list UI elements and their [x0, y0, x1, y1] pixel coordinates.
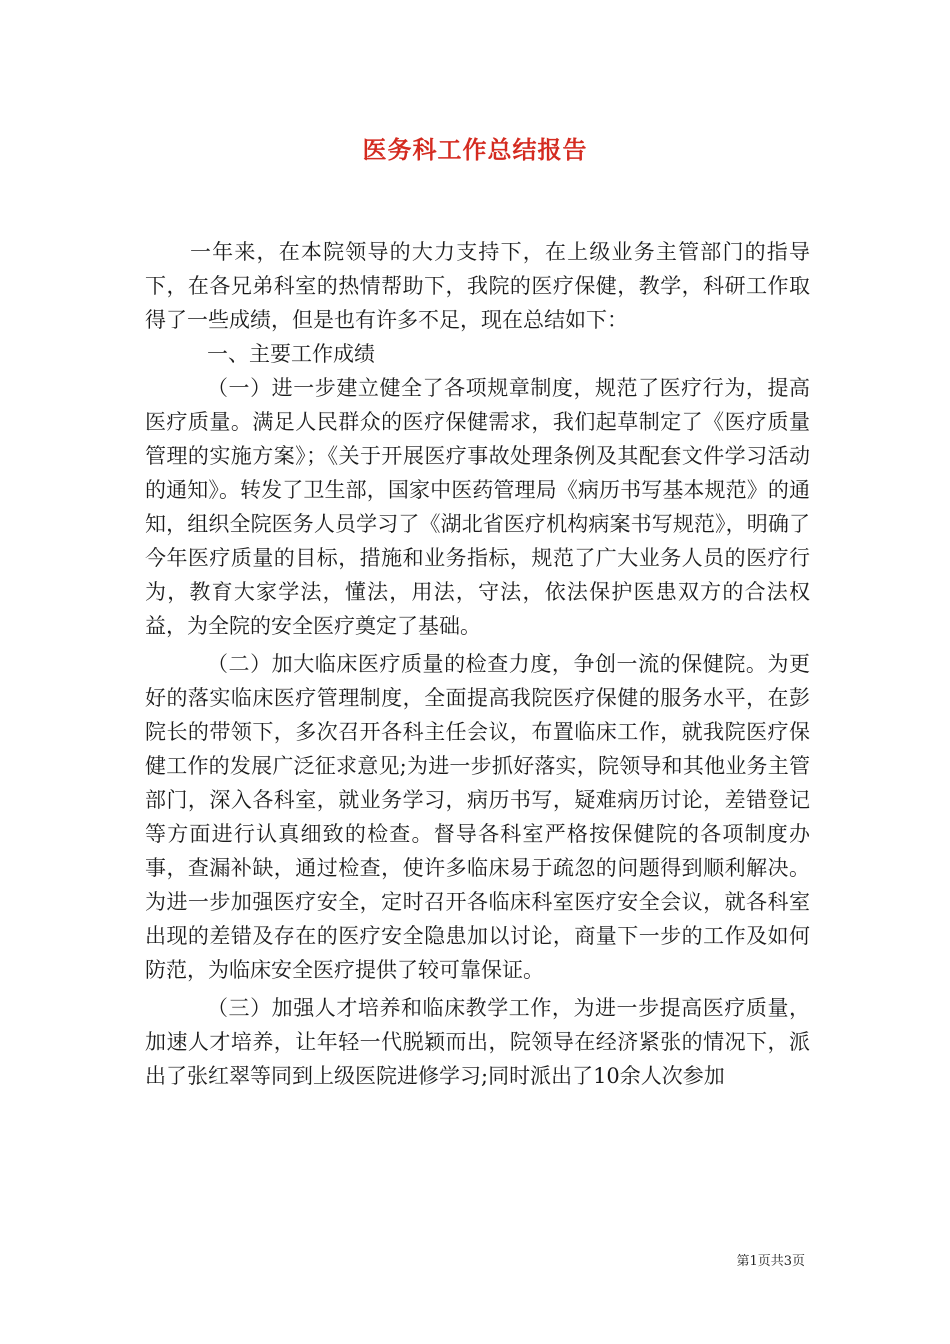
item-paragraph-3: （三）加强人才培养和临床教学工作，为进一步提高医疗质量，加速人才培养，让年轻一代脱颖而出，院领导在经济紧张的情况下，派出了张红翠等同到上级医院进修学习;同时派出了10余人次参加	[145, 996, 810, 1088]
item-paragraph-2: （二）加大临床医疗质量的检查力度，争创一流的保健院。为更好的落实临床医疗管理制度，全面提高我院医疗保健的服务水平，在彭院长的带领下，多次召开各科主任会议，布置临床工作，就我院医疗保健工作的发展广泛征求意见;为进一步抓好落实，院领导和其他业务主管部门，深入各科室，就业务学习，病历书写，疑难病历讨论，差错登记等方面进行认真细致的检查。督导各科室严格按保健院的各项制度办事，查漏补缺，通过检查，使许多临床易于疏忽的问题得到顺利解决。为进一步加强医疗安全，定时召开各临床科室医疗安全会议，就各科室出现的差错及存在的医疗安全隐患加以讨论，商量下一步的工作及如何防范，为临床安全医疗提供了较可靠保证。	[145, 652, 810, 982]
intro-paragraph: 一年来，在本院领导的大力支持下，在上级业务主管部门的指导下，在各兄弟科室的热情帮助下，我院的医疗保健，教学，科研工作取得了一些成绩，但是也有许多不足，现在总结如下：	[145, 240, 810, 332]
page-number: 第1页共3页	[736, 1254, 805, 1269]
page-title: 医务科工作总结报告	[362, 135, 588, 164]
document-body	[145, 235, 810, 1093]
section-heading: 一、主要工作成绩	[207, 342, 375, 366]
item-paragraph-1: （一）进一步建立健全了各项规章制度，规范了医疗行为，提高医疗质量。满足人民群众的医疗保健需求，我们起草制定了《医疗质量管理的实施方案》；《关于开展医疗事故处理条例及其配套文件学习活动的通知》。转发了卫生部，国家中医药管理局《病历书写基本规范》的通知，组织全院医务人员学习了《湖北省医疗机构病案书写规范》，明确了今年医疗质量的目标，措施和业务指标，规范了广大业务人员的医疗行为，教育大家学法，懂法，用法，守法，依法保护医患双方的合法权益，为全院的安全医疗奠定了基础。	[145, 376, 810, 638]
